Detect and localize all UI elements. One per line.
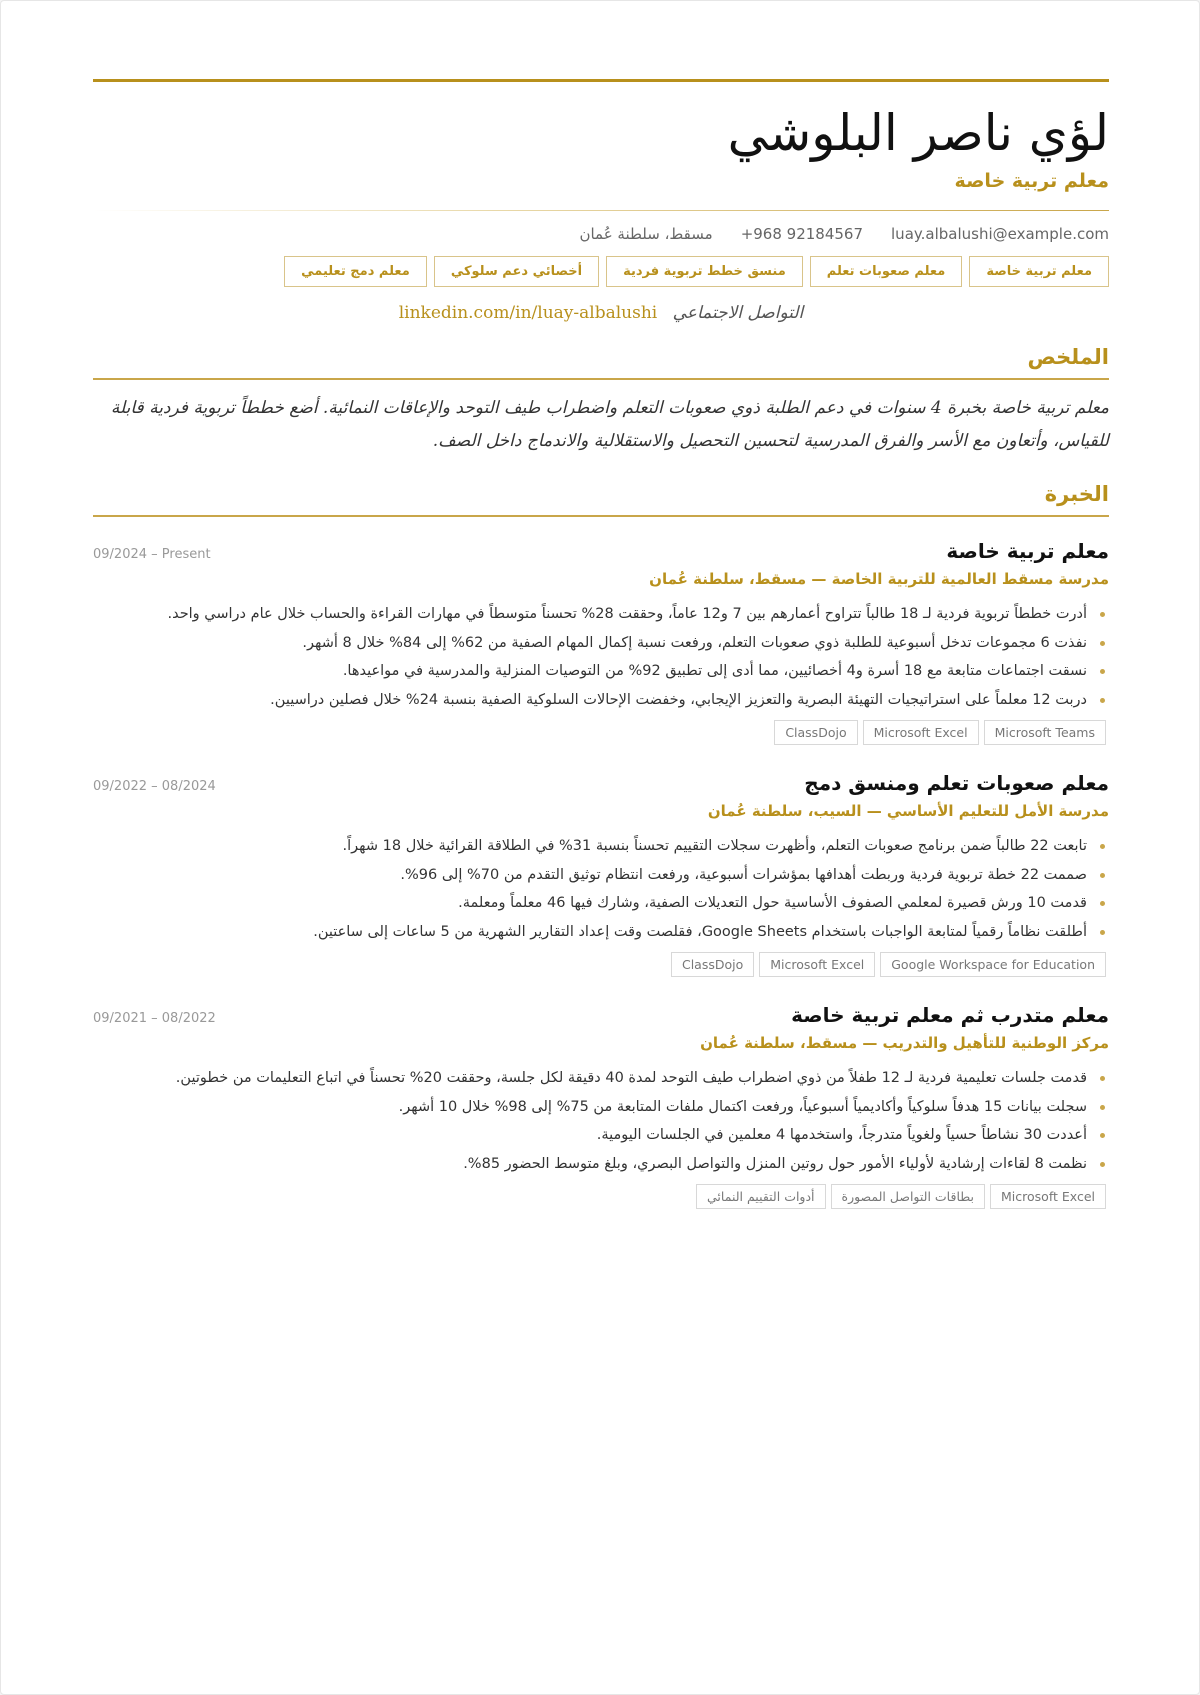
job-bullet: صممت 22 خطة تربوية فردية وربطت أهدافها بمؤشرات أسبوعية، ورفعت انتظام توثيق التقدم من 70% إلى 96%. <box>93 861 1109 890</box>
job-bullet: سجلت بيانات 15 هدفاً سلوكياً وأكاديمياً أسبوعياً، ورفعت اكتمال ملفات المتابعة من 75% إلى 98% خلال 10 أشهر. <box>93 1093 1109 1122</box>
tool-tag: أدوات التقييم النمائي <box>696 1184 826 1209</box>
tool-tag: ClassDojo <box>774 720 857 745</box>
contact-row <box>93 225 1109 243</box>
job-entry <box>93 771 1109 977</box>
job-bullet: أعددت 30 نشاطاً حسياً ولغوياً متدرجاً، واستخدمها 4 معلمين في الجلسات اليومية. <box>93 1121 1109 1150</box>
tool-tag: بطاقات التواصل المصورة <box>831 1184 986 1209</box>
job-organization: مدرسة مسقط العالمية للتربية الخاصة — مسقط، سلطنة عُمان <box>649 570 1109 588</box>
candidate-role: معلم تربية خاصة <box>954 170 1109 192</box>
skill-tags <box>93 256 1109 287</box>
skill-tag: أخصائي دعم سلوكي <box>434 256 599 287</box>
job-entry <box>93 1003 1109 1209</box>
job-bullet: دربت 12 معلماً على استراتيجيات التهيئة البصرية والتعزيز الإيجابي، وخفضت الإحالات السلوكية الصفية بنسبة 24% خلال فصلين دراسيين. <box>93 686 1109 715</box>
skill-tag: منسق خطط تربوية فردية <box>606 256 803 287</box>
location-text: مسقط، سلطنة عُمان <box>579 225 713 243</box>
job-bullet: نفذت 6 مجموعات تدخل أسبوعية للطلبة ذوي صعوبات التعلم، ورفعت نسبة إكمال المهام الصفية من 62% إلى 84% خلال 8 أشهر. <box>93 629 1109 658</box>
job-date: 09/2021 – 08/2022 <box>93 1011 216 1026</box>
job-entry <box>93 539 1109 745</box>
job-tools <box>93 952 1109 977</box>
job-bullet: نظمت 8 لقاءات إرشادية لأولياء الأمور حول روتين المنزل والتواصل البصري، وبلغ متوسط الحضور 85%. <box>93 1150 1109 1179</box>
job-tools <box>93 720 1109 745</box>
tool-tag: Microsoft Excel <box>990 1184 1106 1209</box>
skill-tag: معلم صعوبات تعلم <box>810 256 963 287</box>
job-bullet: نسقت اجتماعات متابعة مع 18 أسرة و4 أخصائيين، مما أدى إلى تطبيق 92% من التوصيات المنزلية والمدرسية في مواعيدها. <box>93 657 1109 686</box>
job-bullet: أطلقت نظاماً رقمياً لمتابعة الواجبات باستخدام Google Sheets، فقلصت وقت إعداد التقارير الشهرية من 5 ساعات إلى ساعتين. <box>93 918 1109 947</box>
summary-heading: الملخص <box>1027 345 1109 369</box>
linkedin-link[interactable]: linkedin.com/in/luay-albalushi <box>398 303 658 323</box>
job-title: معلم صعوبات تعلم ومنسق دمج <box>804 771 1109 795</box>
skill-tag: معلم تربية خاصة <box>969 256 1109 287</box>
experience-divider <box>93 515 1109 517</box>
job-date: 09/2024 – Present <box>93 547 211 562</box>
job-bullets <box>93 600 1109 714</box>
tool-tag: Google Workspace for Education <box>880 952 1106 977</box>
skill-tag: معلم دمج تعليمي <box>284 256 427 287</box>
experience-heading: الخبرة <box>1044 482 1109 506</box>
email-text[interactable]: luay.albalushi@example.com <box>891 225 1109 243</box>
summary-divider <box>93 378 1109 380</box>
resume-content <box>93 79 1109 1209</box>
job-bullet: قدمت جلسات تعليمية فردية لـ 12 طفلاً من ذوي اضطراب طيف التوحد لمدة 40 دقيقة لكل جلسة، وحققت 20% تحسناً في اتباع التعليمات من خطوتين. <box>93 1064 1109 1093</box>
candidate-name: لؤي ناصر البلوشي <box>727 104 1109 162</box>
top-divider <box>93 79 1109 82</box>
tool-tag: ClassDojo <box>671 952 754 977</box>
summary-text: معلم تربية خاصة بخبرة 4 سنوات في دعم الطلبة ذوي صعوبات التعلم واضطراب طيف التوحد والإعاقات النمائية. أضع خططاً تربوية فردية قابلة للقياس، وأتعاون مع الأسر والفرق المدرسية لتحسين التحصيل والاستقلالية والاندماج داخل الصف. <box>110 398 1109 451</box>
job-bullet: أدرت خططاً تربوية فردية لـ 18 طالباً تتراوح أعمارهم بين 7 و12 عاماً، وحققت 28% تحسناً متوسطاً في مهارات القراءة والحساب خلال عام دراسي واحد. <box>93 600 1109 629</box>
phone-text[interactable]: +968 92184567 <box>740 225 864 243</box>
job-title: معلم تربية خاصة <box>946 539 1109 563</box>
job-bullets <box>93 832 1109 946</box>
social-row <box>93 303 1109 323</box>
job-bullet: قدمت 10 ورش قصيرة لمعلمي الصفوف الأساسية حول التعديلات الصفية، وشارك فيها 46 معلماً ومعلمة. <box>93 889 1109 918</box>
job-tools <box>93 1184 1109 1209</box>
job-organization: مركز الوطنية للتأهيل والتدريب — مسقط، سلطنة عُمان <box>700 1034 1109 1052</box>
tool-tag: Microsoft Excel <box>759 952 875 977</box>
job-bullets <box>93 1064 1109 1178</box>
job-title: معلم متدرب ثم معلم تربية خاصة <box>791 1003 1109 1027</box>
social-label: التواصل الاجتماعي <box>672 303 804 323</box>
tool-tag: Microsoft Teams <box>984 720 1106 745</box>
job-organization: مدرسة الأمل للتعليم الأساسي — السيب، سلطنة عُمان <box>707 802 1109 820</box>
job-date: 09/2022 – 08/2024 <box>93 779 216 794</box>
header-divider <box>93 210 1109 211</box>
tool-tag: Microsoft Excel <box>863 720 979 745</box>
job-bullet: تابعت 22 طالباً ضمن برنامج صعوبات التعلم، وأظهرت سجلات التقييم تحسناً بنسبة 31% في الطلاقة القرائية خلال 18 شهراً. <box>93 832 1109 861</box>
